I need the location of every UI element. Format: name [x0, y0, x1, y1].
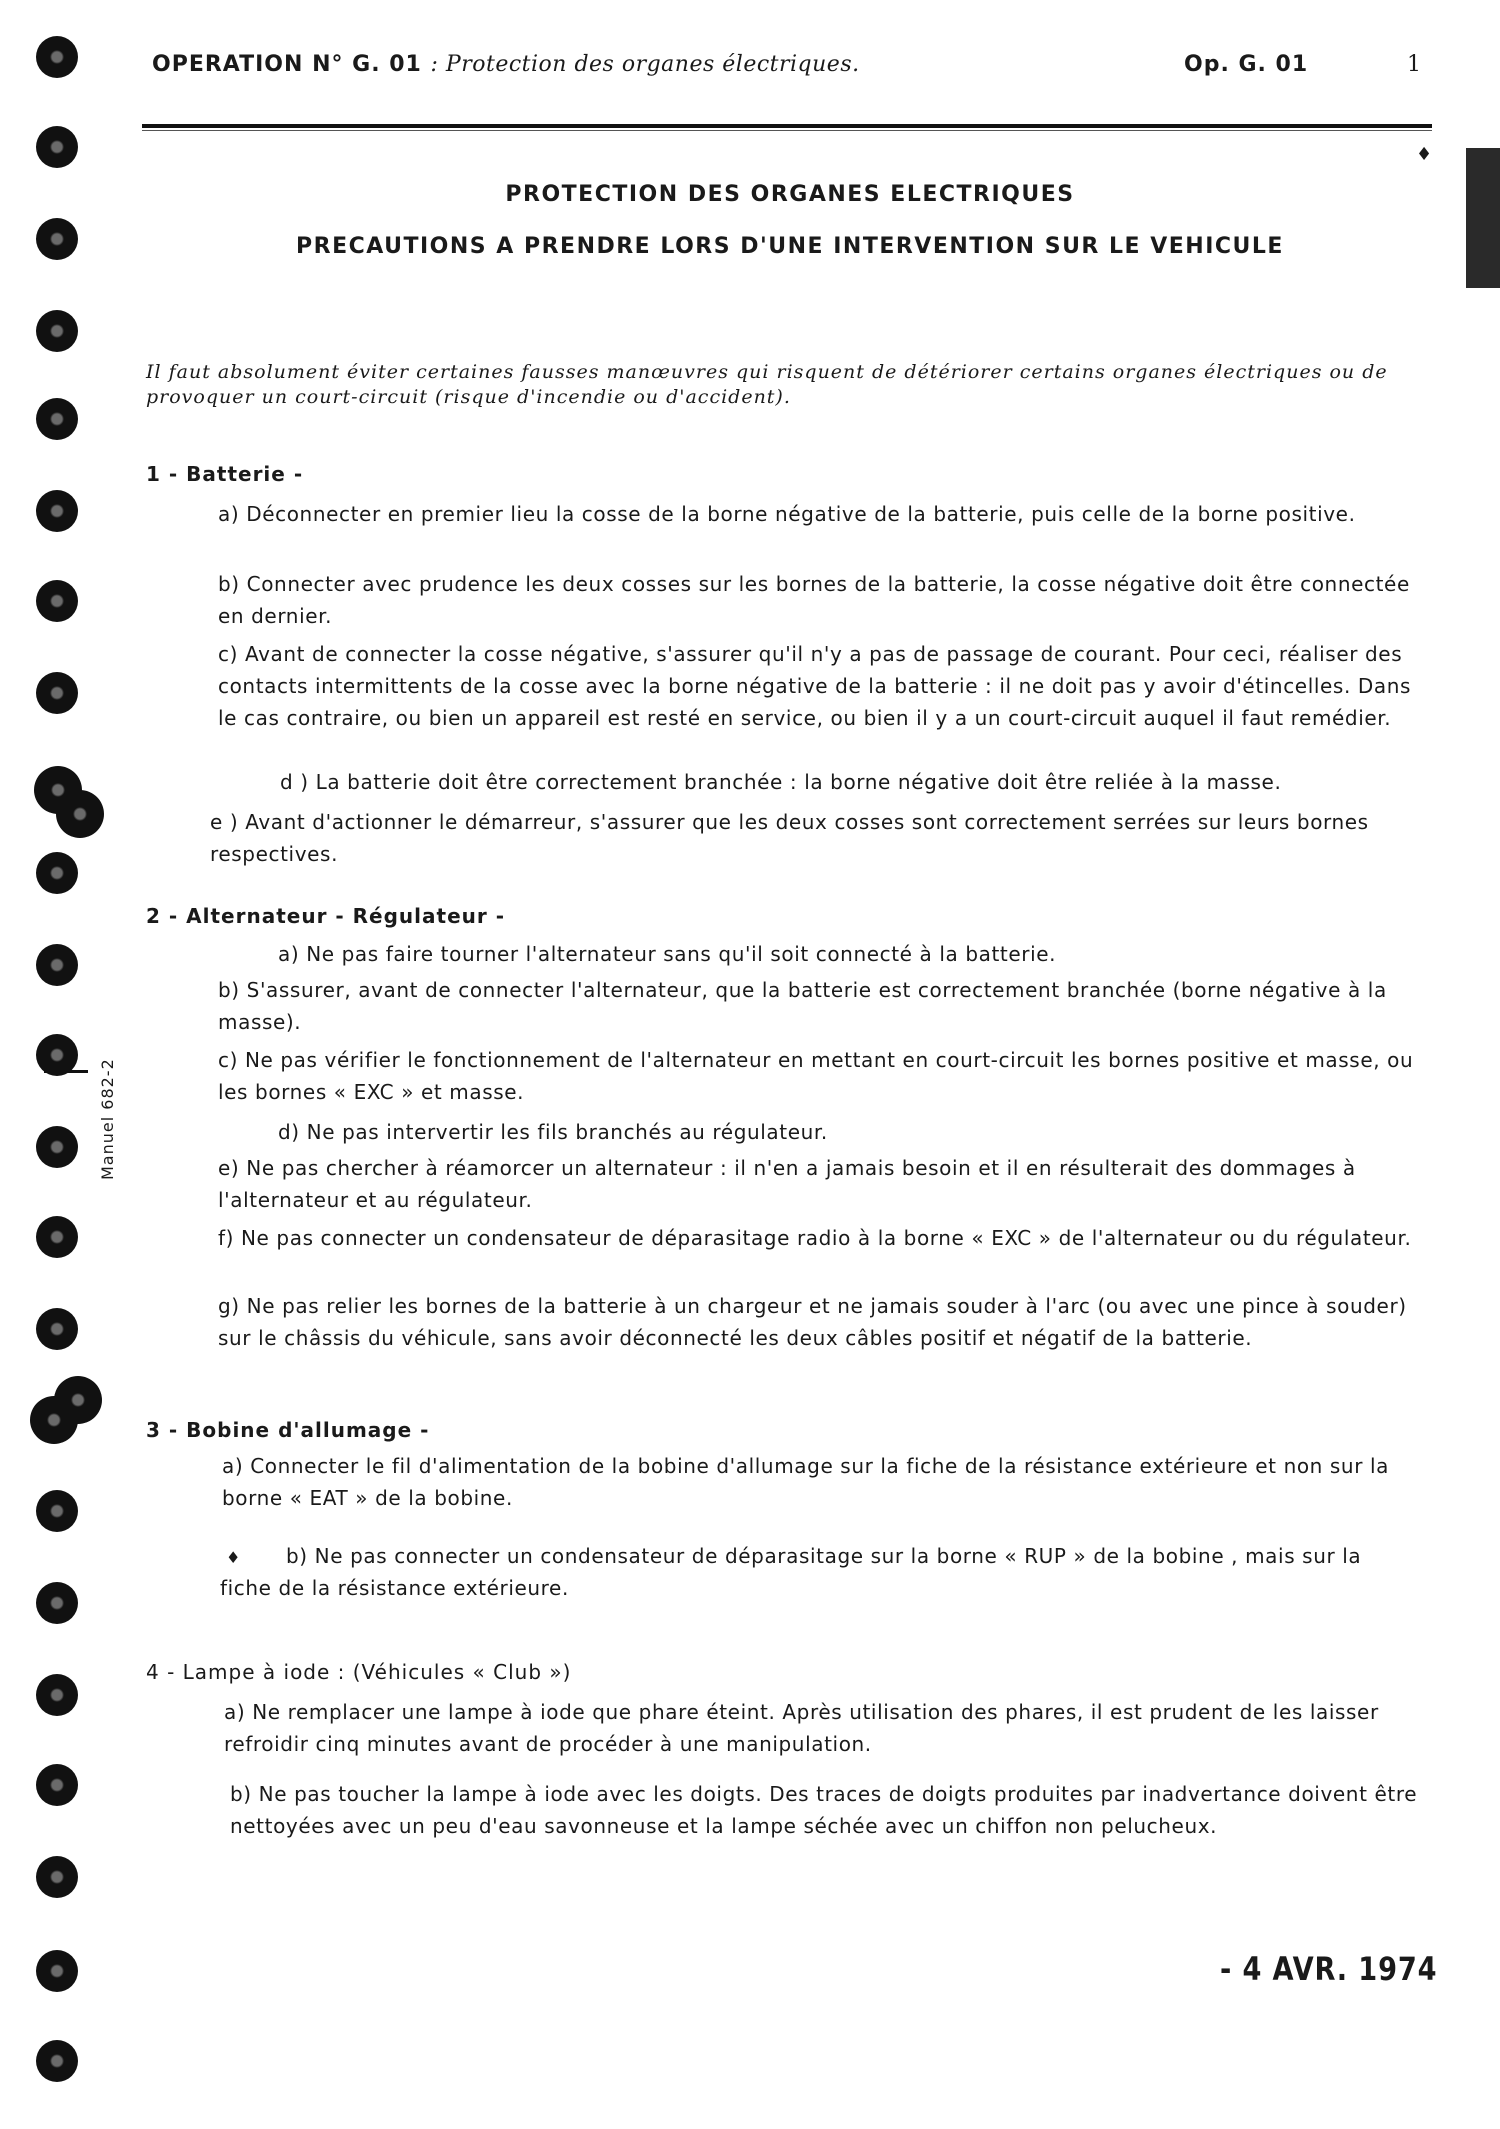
batterie-item-c: c) Avant de connecter la cosse négative, s'assurer qu'il n'y a pas de passage de courant. Pour ceci, réaliser des contacts intermittents de la cosse avec la borne négative de la batterie : il ne doit pas y avoir d'étincelles. Dans le cas contraire, ou bien un appareil est resté en service, ou bien il y a un court-circuit auquel il faut remédier. [218, 642, 1412, 730]
binder-hole [36, 2040, 78, 2082]
binder-hole [36, 1950, 78, 1992]
binder-hole [36, 126, 78, 168]
manual-side-label: Manuel 682-2 [98, 1058, 117, 1180]
section-heading-batterie: 1 - Batterie - [146, 462, 304, 486]
binder-hole [36, 1126, 78, 1168]
alternateur-item-b: b) S'assurer, avant de connecter l'alternateur, que la batterie est correctement branchée (borne négative à la masse). [218, 978, 1387, 1034]
bobine-item-a: a) Connecter le fil d'alimentation de la bobine d'allumage sur la fiche de la résistance extérieure et non sur la borne « EAT » de la bobine. [222, 1454, 1389, 1510]
binder-hole [36, 1764, 78, 1806]
binder-hole [36, 398, 78, 440]
intro-paragraph: Il faut absolument éviter certaines fausses manœuvres qui risquent de détériorer certains organes électriques ou de provoquer un court-circuit (risque d'incendie ou d'accident). [146, 361, 1388, 408]
page-header [152, 52, 1422, 88]
section-heading-lampe: 4 - Lampe à iode : (Véhicules « Club ») [146, 1660, 572, 1684]
operation-label: OPERATION N° G. 01 [152, 52, 422, 77]
page-tab-marker [1466, 148, 1500, 288]
binder-hole [36, 1490, 78, 1532]
header-rule [142, 124, 1432, 128]
binder-hole [36, 1308, 78, 1350]
lampe-item-b: b) Ne pas toucher la lampe à iode avec les doigts. Des traces de doigts produites par inadvertance doivent être nettoyées avec un peu d'eau savonneuse et la lampe séchée avec un chiffon non pelucheux. [230, 1782, 1418, 1838]
binder-hole [30, 1396, 78, 1444]
page-number: 1 [1407, 52, 1422, 77]
section-heading-alternateur: 2 - Alternateur - Régulateur - [146, 904, 506, 928]
batterie-item-d: d ) La batterie doit être correctement branchée : la borne négative doit être reliée à la masse. [280, 770, 1282, 794]
binder-hole [56, 790, 104, 838]
alternateur-item-f: f) Ne pas connecter un condensateur de déparasitage radio à la borne « EXC » de l'alternateur ou du régulateur. [218, 1226, 1412, 1250]
alternateur-item-d: d) Ne pas intervertir les fils branchés au régulateur. [278, 1120, 828, 1144]
bullet-marker: ♦ [226, 1548, 241, 1567]
subtitle: PRECAUTIONS A PRENDRE LORS D'UNE INTERVENTION SUR LE VEHICULE [296, 234, 1284, 259]
alternateur-item-a: a) Ne pas faire tourner l'alternateur sans qu'il soit connecté à la batterie. [278, 942, 1057, 966]
binder-hole [36, 1216, 78, 1258]
alternateur-item-c: c) Ne pas vérifier le fonctionnement de l'alternateur en mettant en court-circuit les bornes positive et masse, ou les bornes « EXC » et masse. [218, 1048, 1414, 1104]
alternateur-item-g: g) Ne pas relier les bornes de la batterie à un chargeur et ne jamais souder à l'arc (ou avec une pince à souder) sur le châssis du véhicule, sans avoir déconnecté les deux câbles positif et négatif de la batterie. [218, 1294, 1407, 1350]
binder-hole [36, 36, 78, 78]
diamond-marker: ♦ [1416, 144, 1433, 165]
binder-hole [36, 490, 78, 532]
binder-hole [36, 1582, 78, 1624]
date-stamp: - 4 AVR. 1974 [1220, 1950, 1438, 1988]
binder-hole [36, 944, 78, 986]
binder-hole [36, 1674, 78, 1716]
binder-hole [36, 1856, 78, 1898]
op-code: Op. G. 01 [1184, 52, 1309, 77]
batterie-item-b: b) Connecter avec prudence les deux cosses sur les bornes de la batterie, la cosse négative doit être connectée en dernier. [218, 572, 1410, 628]
alternateur-item-e: e) Ne pas chercher à réamorcer un alternateur : il n'en a jamais besoin et il en résulterait des dommages à l'alternateur et au régulateur. [218, 1156, 1356, 1212]
margin-tick [44, 1070, 88, 1073]
binder-hole [36, 218, 78, 260]
batterie-item-e: e ) Avant d'actionner le démarreur, s'assurer que les deux cosses sont correctement serrées sur leurs bornes respectives. [210, 810, 1369, 866]
batterie-item-a: a) Déconnecter en premier lieu la cosse de la borne négative de la batterie, puis celle de la borne positive. [218, 502, 1356, 526]
binder-hole [36, 852, 78, 894]
operation-subtitle: : Protection des organes électriques. [430, 52, 860, 77]
main-title: PROTECTION DES ORGANES ELECTRIQUES [505, 182, 1075, 207]
binder-hole [36, 580, 78, 622]
binder-hole [36, 672, 78, 714]
bobine-item-b: b) Ne pas connecter un condensateur de déparasitage sur la borne « RUP » de la bobine , mais sur la fiche de la résistance extérieure. [220, 1544, 1362, 1600]
lampe-item-a: a) Ne remplacer une lampe à iode que phare éteint. Après utilisation des phares, il est prudent de les laisser refroidir cinq minutes avant de procéder à une manipulation. [224, 1700, 1379, 1756]
header-rule-thin [142, 130, 1432, 131]
binder-hole [36, 310, 78, 352]
section-heading-bobine: 3 - Bobine d'allumage - [146, 1418, 430, 1442]
